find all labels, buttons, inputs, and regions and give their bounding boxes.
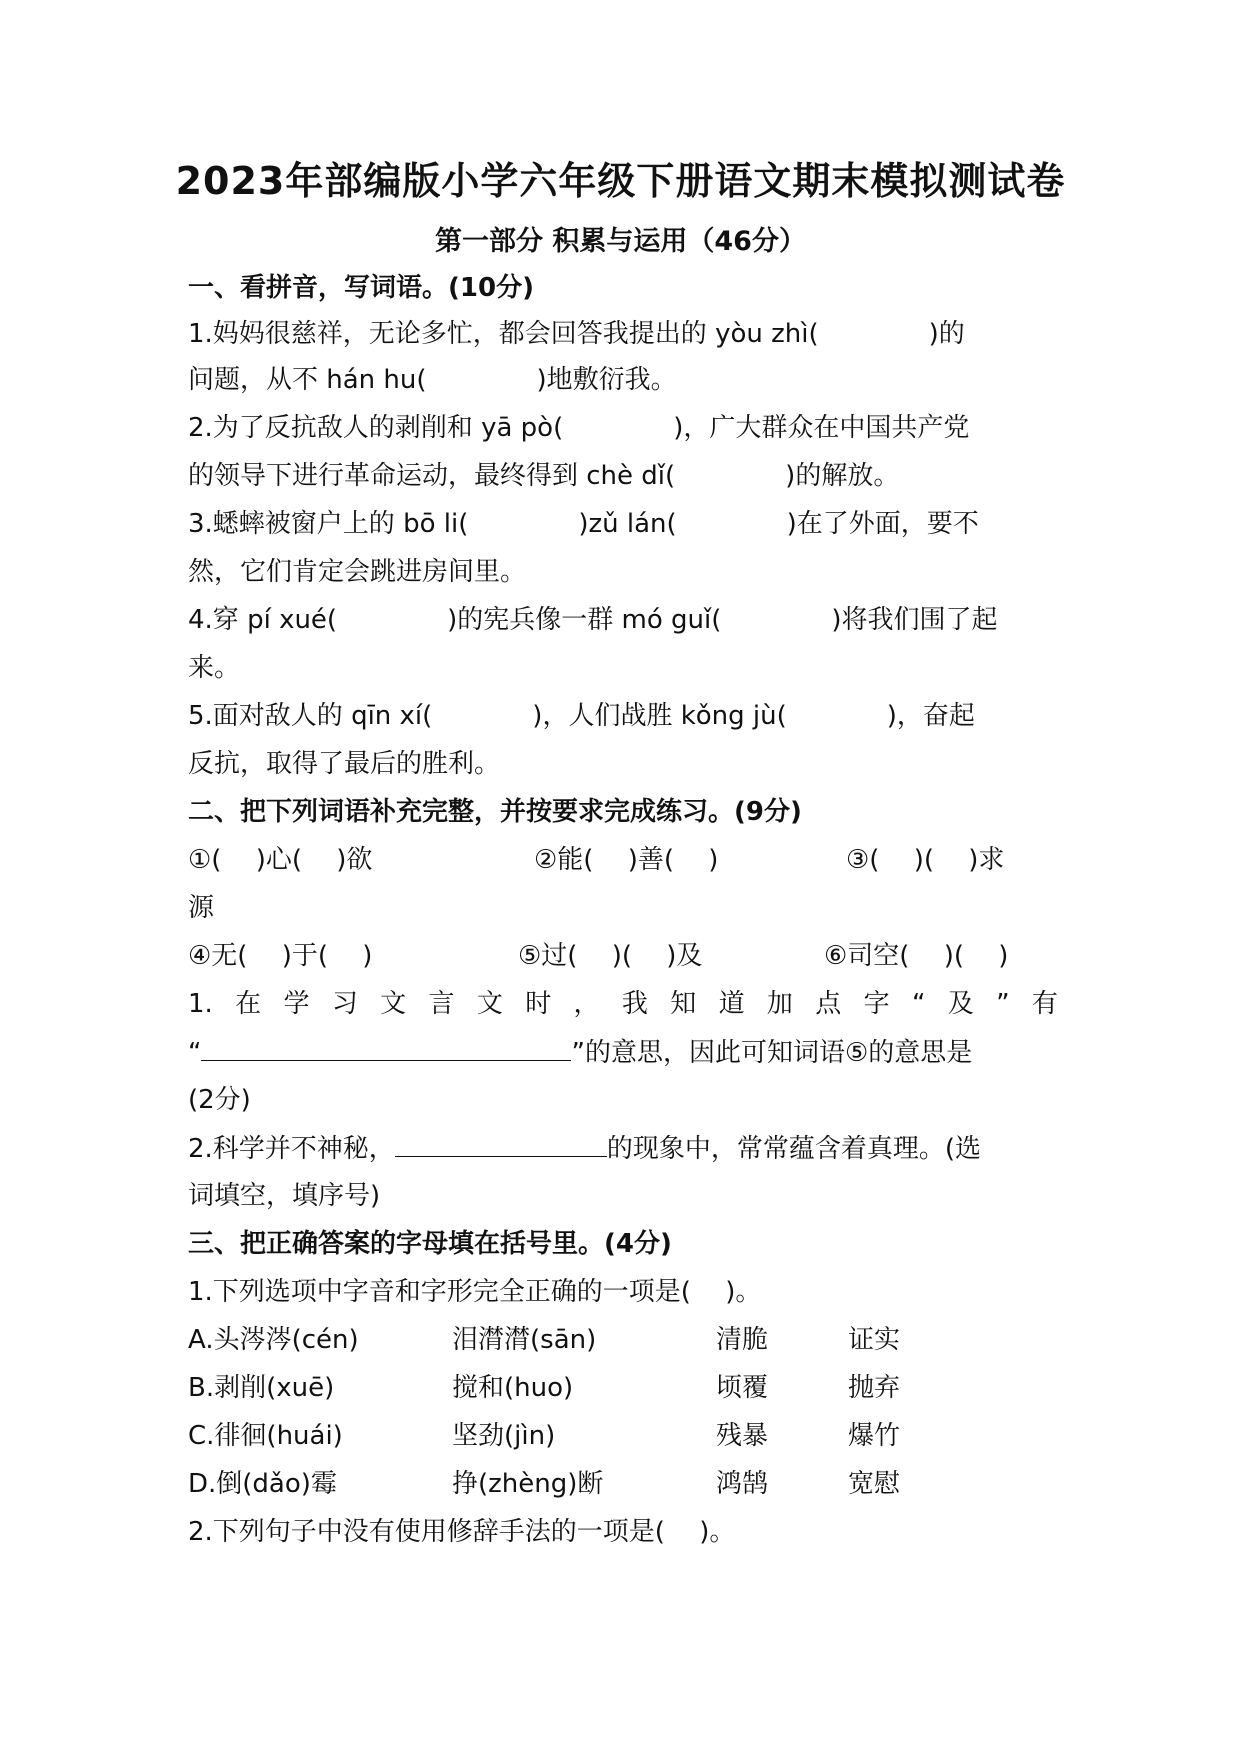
q2-text: 2.为了反抗敌人的剥削和 yā pò( <box>188 413 564 443</box>
section-2-heading: 二、把下列词语补充完整，并按要求完成练习。(9分) <box>188 797 802 827</box>
q1-text: 问题，从不 hán hu( <box>188 365 427 395</box>
q2-text: )的解放。 <box>785 461 900 491</box>
s2-question-1-line-2 <box>188 1032 1058 1073</box>
char: 加 <box>766 989 793 1019</box>
option-cell: 宽慰 <box>848 1469 901 1499</box>
option-cell: 顷覆 <box>716 1373 769 1403</box>
q-text: 2.科学并不神秘， <box>188 1134 395 1164</box>
q1-text: 1.妈妈很慈祥，无论多忙，都会回答我提出的 yòu zhì( <box>188 319 819 349</box>
fill-in-blank-line[interactable] <box>395 1128 607 1157</box>
question-2-line-2 <box>188 456 1058 496</box>
idiom-item[interactable]: ⑥司空( )( ) <box>824 941 1009 971</box>
option-cell: 挣(zhèng)断 <box>452 1469 604 1499</box>
char: 我 <box>621 989 648 1019</box>
char: 点 <box>815 989 842 1019</box>
section-3-heading: 三、把正确答案的字母填在括号里。(4分) <box>188 1229 672 1259</box>
q4-text: )的宪兵像一群 mó guǐ( <box>447 605 722 635</box>
question-3-line-2: 然，它们肯定会跳进房间里。 <box>188 557 527 587</box>
q-text: ”的意思，因此可知词语⑤的意思是 <box>571 1038 973 1068</box>
idiom-item[interactable]: ①( )心( )欲 <box>188 845 373 875</box>
q4-text: 4.穿 pí xué( <box>188 605 338 635</box>
question-5-line-1 <box>188 696 1058 736</box>
question-4-line-1 <box>188 600 1058 640</box>
q5-text: )，奋起 <box>886 701 975 731</box>
idiom-item[interactable]: ②能( )善( ) <box>534 845 719 875</box>
option-cell: C.徘徊(huái) <box>188 1421 343 1451</box>
q-text: 的现象中，常常蕴含着真理。(选 <box>606 1134 981 1164</box>
q3-text: )zǔ lán( <box>578 509 677 539</box>
option-cell: A.头涔涔(cén) <box>188 1325 359 1355</box>
char: 有 <box>1031 989 1058 1019</box>
option-cell: 残暴 <box>716 1421 769 1451</box>
section-1-heading: 一、看拼音，写词语。(10分) <box>188 273 534 303</box>
idiom-item[interactable]: ③( )( )求 <box>846 845 1005 875</box>
char: 时 <box>525 989 552 1019</box>
char: ， <box>573 989 600 1019</box>
justified-text <box>188 984 1058 1024</box>
fill-in-blank-line[interactable] <box>201 1032 571 1061</box>
idiom-item[interactable]: ⑤过( )( )及 <box>518 941 703 971</box>
char: 文 <box>380 989 407 1019</box>
s3-question-1: 1.下列选项中字音和字形完全正确的一项是( )。 <box>188 1277 762 1307</box>
question-1-line-1 <box>188 314 1058 354</box>
char: 知 <box>670 989 697 1019</box>
q2-text: )，广大群众在中国共产党 <box>673 413 970 443</box>
option-cell: 爆竹 <box>848 1421 901 1451</box>
char: 1. <box>188 989 213 1019</box>
q3-text: )在了外面，要不 <box>786 509 979 539</box>
option-cell: D.倒(dǎo)霉 <box>188 1469 337 1499</box>
char: 字 <box>863 989 890 1019</box>
char: 在 <box>235 989 262 1019</box>
s2-question-1-line-3: (2分) <box>188 1085 251 1115</box>
option-cell: 证实 <box>848 1325 901 1355</box>
q1-text: )的 <box>928 319 965 349</box>
q3-text: 3.蟋蟀被窗户上的 bō li( <box>188 509 469 539</box>
char: 文 <box>476 989 503 1019</box>
s3-question-2: 2.下列句子中没有使用修辞手法的一项是( )。 <box>188 1517 736 1547</box>
question-5-line-2: 反抗，取得了最后的胜利。 <box>188 749 501 779</box>
char: 言 <box>428 989 455 1019</box>
q2-text: 的领导下进行革命运动，最终得到 chè dǐ( <box>188 461 676 491</box>
open-quote: “ <box>188 1038 202 1068</box>
option-cell: B.剥削(xuē) <box>188 1373 335 1403</box>
option-cell: 抛弃 <box>848 1373 901 1403</box>
part-one-heading: 第一部分 积累与运用（46分） <box>435 226 806 257</box>
s2-question-2-line-2: 词填空，填序号) <box>188 1181 381 1211</box>
idiom-row-1-continued: 源 <box>188 893 215 923</box>
q1-text: )地敷衍我。 <box>536 365 677 395</box>
char: “ <box>911 989 926 1019</box>
question-4-line-2: 来。 <box>188 653 241 683</box>
option-cell: 鸿鹄 <box>716 1469 769 1499</box>
s2-question-1-line-1 <box>188 984 1058 1024</box>
option-cell: 泪潸潸(sān) <box>452 1325 597 1355</box>
char: 道 <box>718 989 745 1019</box>
question-1-line-2 <box>188 360 1058 400</box>
idiom-item[interactable]: ④无( )于( ) <box>188 941 373 971</box>
option-cell: 搅和(huo) <box>452 1373 574 1403</box>
char: 及 <box>947 989 974 1019</box>
char: ” <box>996 989 1010 1019</box>
char: 习 <box>331 989 358 1019</box>
question-2-line-1 <box>188 408 1058 448</box>
q5-text: )，人们战胜 kǒng jù( <box>532 701 787 731</box>
q5-text: 5.面对敌人的 qīn xí( <box>188 701 433 731</box>
q4-text: )将我们围了起 <box>831 605 998 635</box>
option-cell: 清脆 <box>716 1325 769 1355</box>
char: 学 <box>283 989 310 1019</box>
question-3-line-1 <box>188 504 1058 544</box>
exam-title: 2023年部编版小学六年级下册语文期末模拟测试卷 <box>175 159 1066 203</box>
s2-question-2-line-1 <box>188 1128 1058 1169</box>
option-cell: 坚劲(jìn) <box>452 1421 556 1451</box>
